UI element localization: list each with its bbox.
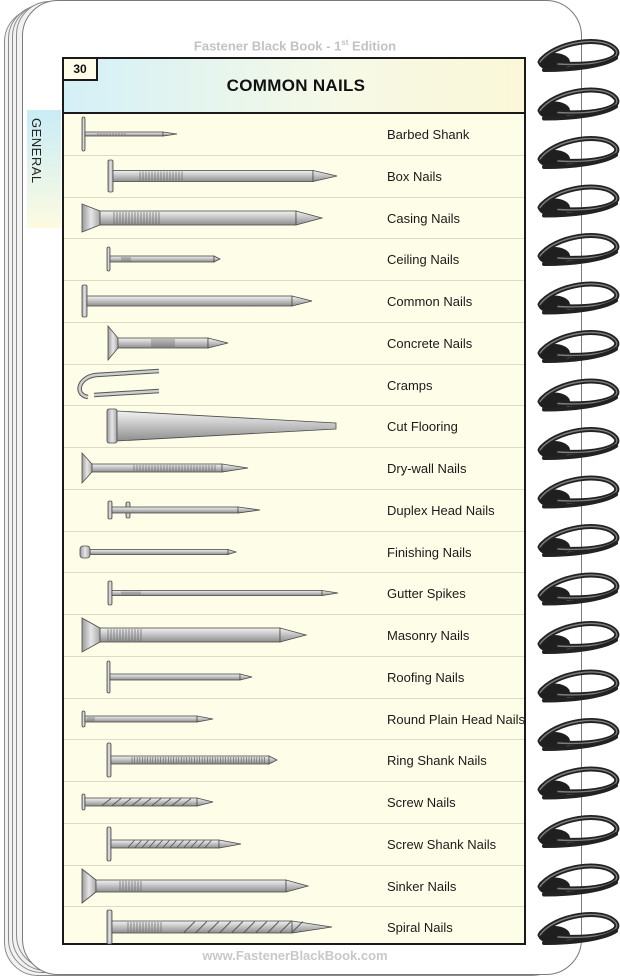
book-title: Fastener Black Book - 1st Edition: [193, 38, 397, 54]
side-tab-label: GENERAL: [29, 118, 44, 184]
content-panel: [62, 57, 526, 945]
nail-row: [64, 490, 524, 532]
nail-list: [64, 114, 524, 949]
spiral-nail-icon: [74, 907, 374, 947]
screw-shank-nail-icon: [74, 824, 374, 864]
casing-nail-icon: [74, 198, 374, 238]
dry-wall-nail-icon: [74, 448, 374, 488]
gutter-spike-icon: [74, 573, 374, 613]
box-nail-icon: [74, 156, 374, 196]
nail-name: Cut Flooring: [387, 419, 458, 435]
nail-row: [64, 406, 524, 448]
spiral-coil-icon: [538, 187, 617, 217]
finishing-nail-icon: [74, 532, 374, 572]
roofing-nail-icon: [74, 657, 374, 697]
spiral-coil-icon: [538, 817, 617, 847]
spiral-coil-icon: [538, 672, 617, 702]
nail-row: [64, 448, 524, 490]
nail-name: Masonry Nails: [387, 628, 470, 643]
cut-flooring-nail-icon: [74, 406, 374, 446]
nail-row: [64, 824, 524, 866]
spiral-coil-icon: [538, 478, 617, 508]
nail-name: Box Nails: [387, 168, 442, 184]
nail-name: Common Nails: [387, 294, 473, 309]
nail-row: [64, 740, 524, 782]
spiral-coil-icon: [538, 138, 617, 168]
nail-row: [64, 866, 524, 908]
spiral-coil-icon: [538, 41, 617, 71]
spiral-coil-icon: [538, 381, 617, 411]
nail-row: [64, 323, 524, 365]
nail-name: Sinker Nails: [387, 878, 457, 894]
section-title: COMMON NAILS: [226, 76, 366, 95]
nail-row: [64, 281, 524, 323]
spiral-coil-icon: [538, 90, 617, 120]
nail-row: [64, 114, 524, 156]
cramp-icon: [74, 365, 374, 405]
nail-name: Concrete Nails: [387, 335, 473, 351]
nail-name: Duplex Head Nails: [387, 502, 495, 518]
nail-row: [64, 615, 524, 657]
spiral-coil-icon: [538, 769, 617, 799]
concrete-nail-icon: [74, 323, 374, 363]
spiral-coil-icon: [538, 284, 617, 314]
nail-row: [64, 573, 524, 615]
nail-name: Barbed Shank: [387, 127, 470, 142]
section-header: [64, 59, 524, 114]
sinker-nail-icon: [74, 866, 374, 906]
nail-name: Gutter Spikes: [387, 586, 466, 602]
nail-name: Screw Nails: [387, 795, 456, 810]
spiral-coil-icon: [538, 575, 617, 605]
spiral-coil-icon: [538, 332, 617, 362]
side-tab[interactable]: [27, 110, 61, 228]
spiral-coil-icon: [538, 720, 617, 750]
nail-row: [64, 156, 524, 198]
common-nail-icon: [74, 281, 374, 321]
spiral-coil-icon: [538, 235, 617, 265]
nail-name: Dry-wall Nails: [387, 461, 467, 476]
nail-name: Ring Shank Nails: [387, 753, 487, 769]
screw-nail-icon: [74, 782, 374, 822]
nail-name: Casing Nails: [387, 210, 460, 226]
round-plain-head-nail-icon: [74, 699, 374, 739]
spiral-coil-icon: [538, 429, 617, 459]
nail-row: [64, 532, 524, 574]
nail-row: [64, 657, 524, 699]
spiral-binding: [534, 30, 620, 960]
nail-name: Screw Shank Nails: [387, 836, 497, 852]
nail-name: Round Plain Head Nails: [387, 711, 526, 727]
nail-row: [64, 907, 524, 949]
spiral-coil-icon: [538, 623, 617, 653]
nail-name: Spiral Nails: [387, 920, 453, 936]
masonry-nail-icon: [74, 615, 374, 655]
nail-row: [64, 782, 524, 824]
nail-name: Ceiling Nails: [387, 252, 460, 268]
nail-row: [64, 365, 524, 407]
nail-name: Cramps: [387, 377, 433, 393]
ring-shank-nail-icon: [74, 740, 374, 780]
spiral-coil-icon: [538, 866, 617, 896]
nail-row: [64, 239, 524, 281]
duplex-head-nail-icon: [74, 490, 374, 530]
barbed-shank-nail-icon: [74, 114, 374, 154]
spiral-coil-icon: [538, 526, 617, 556]
nail-row: [64, 699, 524, 741]
nail-name: Roofing Nails: [387, 669, 465, 685]
nail-name: Finishing Nails: [387, 544, 472, 560]
ceiling-nail-icon: [74, 239, 374, 279]
nail-row: [64, 198, 524, 240]
page-number: 30: [64, 59, 98, 81]
footer-url[interactable]: www.FastenerBlackBook.com: [202, 948, 388, 963]
spiral-coil-icon: [538, 914, 617, 944]
